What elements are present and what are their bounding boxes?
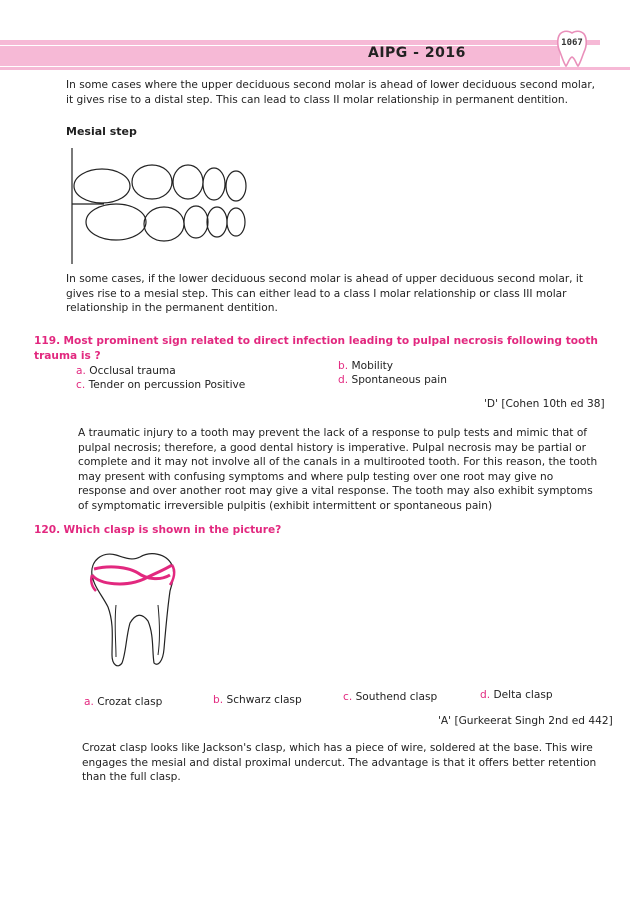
option-d[interactable]: d. Delta clasp (480, 689, 553, 701)
question-119 (34, 334, 606, 363)
crozat-clasp-diagram (80, 545, 200, 675)
option-a[interactable]: a. Occlusal trauma (76, 365, 176, 377)
option-c[interactable]: c. Tender on percussion Positive (76, 379, 246, 391)
option-label: Occlusal trauma (89, 365, 176, 377)
option-b[interactable]: b. Schwarz clasp (213, 694, 302, 706)
answer-reference: 'A' [Gurkeerat Singh 2nd ed 442] (438, 715, 613, 727)
header-band-bottom (0, 67, 630, 70)
option-label: Spontaneous pain (351, 374, 447, 386)
question-text: Most prominent sign related to direct infection leading to pulpal necrosis following tooth trauma is ? (34, 335, 598, 362)
option-label: Schwarz clasp (226, 694, 302, 706)
explanation-120: Crozat clasp looks like Jackson's clasp, which has a piece of wire, soldered at the base. This wire engages the mesial and distal proximal undercut. The advantage is that it offers better retention than the full clasp. (82, 742, 597, 783)
page-number: 1067 (561, 38, 583, 48)
mesial-step-heading: Mesial step (66, 125, 137, 138)
option-b[interactable]: b. Mobility (338, 360, 394, 372)
option-label: Delta clasp (493, 689, 553, 701)
mesial-step-diagram (64, 146, 264, 266)
option-a[interactable]: a. Crozat clasp (84, 696, 163, 708)
tooth-icon (555, 28, 589, 64)
header-band (0, 46, 560, 66)
option-label: Southend clasp (355, 691, 438, 703)
question-number: 120. (34, 524, 61, 536)
distal-step-text: In some cases where the upper deciduous second molar is ahead of lower deciduous second molar, it gives rise to a distal step. This can lead to class II molar relationship in permanent dentition. (66, 79, 596, 106)
question-120 (34, 523, 594, 538)
explanation-119: A traumatic injury to a tooth may prevent the lack of a response to pulp tests and mimic that of pulpal necrosis; therefore, a good dental history is imperative. Pulpal necrosis may be partial or complete and it may not involve all of the canals in a multirooted tooth. For this reason, the tooth may present with confusing symptoms and where pulp testing over one root may give no response and over another root may give a vital response. The tooth may also exhibit symptoms of symptomatic irreversible pulpitis (exhibit intermittent or spontaneous pain) (78, 427, 598, 512)
header-band-top (0, 40, 600, 45)
question-text: Which clasp is shown in the picture? (63, 524, 282, 536)
option-label: Mobility (351, 360, 394, 372)
option-label: Tender on percussion Positive (88, 379, 246, 391)
option-label: Crozat clasp (97, 696, 163, 708)
option-c[interactable]: c. Southend clasp (343, 691, 438, 703)
header-title: AIPG - 2016 (368, 45, 466, 61)
question-number: 119. (34, 335, 61, 347)
answer-reference: 'D' [Cohen 10th ed 38] (484, 398, 605, 410)
mesial-step-text: In some cases, if the lower deciduous second molar is ahead of upper deciduous second molar, it gives rise to a mesial step. This can either lead to a class I molar relationship or class III molar relationship in the permanent dentition. (66, 273, 584, 314)
option-d[interactable]: d. Spontaneous pain (338, 374, 447, 386)
